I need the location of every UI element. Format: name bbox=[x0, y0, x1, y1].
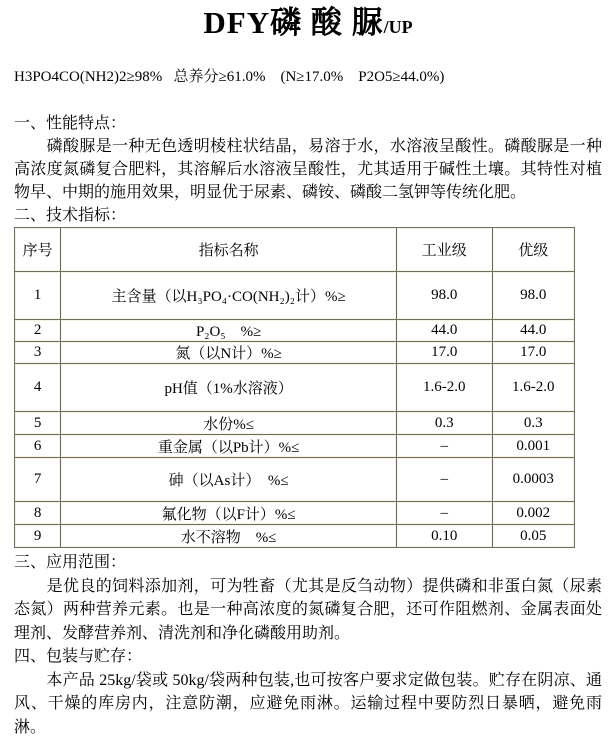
section3-body: 是优良的饲料添加剂，可为牲畜（尤其是反刍动物）提供磷和非蛋白氮（尿素态氮）两种营养元素。也是一种高浓度的氮磷复合肥，还可作阻燃剂、金属表面处理剂、发酵营养剂、清洗剂和净化磷酸用助剂。 bbox=[14, 577, 602, 642]
section2-heading: 二、技术指标： bbox=[14, 207, 127, 224]
table-cell: 5 bbox=[15, 412, 61, 435]
table-cell: 1.6-2.0 bbox=[492, 364, 574, 412]
table-cell: 0.001 bbox=[492, 435, 574, 458]
table-cell: 重金属（以Pb计）%≤ bbox=[61, 435, 397, 458]
table-cell: 17.0 bbox=[397, 342, 493, 364]
table-cell: 水不溶物 %≤ bbox=[61, 525, 397, 548]
table-cell: 1 bbox=[15, 272, 61, 320]
document-page bbox=[0, 2, 616, 739]
table-cell: P₂O₅ %≥ bbox=[61, 320, 397, 342]
table-cell: – bbox=[397, 435, 493, 458]
table-cell: 44.0 bbox=[492, 320, 574, 342]
spec-table bbox=[14, 227, 575, 548]
table-row bbox=[15, 502, 575, 525]
table-row bbox=[15, 272, 575, 320]
table-cell: 0.002 bbox=[492, 502, 574, 525]
table-cell: 98.0 bbox=[397, 272, 493, 320]
col-header-indicator-name: 指标名称 bbox=[61, 228, 397, 272]
section1-heading: 一、性能特点： bbox=[14, 115, 127, 132]
section4-body: 本产品 25kg/袋或 50kg/袋两种包装,也可按客户要求定做包装。贮存在阴凉、通风、干燥的库房内，注意防潮，应避免雨淋。运输过程中要防烈日暴晒，避免雨淋。 bbox=[14, 671, 602, 736]
table-cell: 主含量（以H₃PO₄·CO(NH₂)₂计）%≥ bbox=[61, 272, 397, 320]
table-cell: 6 bbox=[15, 435, 61, 458]
table-cell: 0.0003 bbox=[492, 458, 574, 502]
table-row bbox=[15, 412, 575, 435]
table-cell: 9 bbox=[15, 525, 61, 548]
table-row bbox=[15, 525, 575, 548]
table-cell: 17.0 bbox=[492, 342, 574, 364]
col-header-index: 序号 bbox=[15, 228, 61, 272]
table-cell: 4 bbox=[15, 364, 61, 412]
table-row bbox=[15, 458, 575, 502]
table-cell: pH值（1%水溶液） bbox=[61, 364, 397, 412]
title-main: DFY磷 酸 脲 bbox=[203, 5, 384, 40]
table-cell: 2 bbox=[15, 320, 61, 342]
table-cell: 8 bbox=[15, 502, 61, 525]
table-cell: 1.6-2.0 bbox=[397, 364, 493, 412]
col-header-premium-grade: 优级 bbox=[492, 228, 574, 272]
table-cell: 氮（以N计）%≥ bbox=[61, 342, 397, 364]
table-cell: 0.3 bbox=[397, 412, 493, 435]
section1-body: 磷酸脲是一种无色透明棱柱状结晶，易溶于水，水溶液呈酸性。磷酸脲是一种高浓度氮磷复合肥料，其溶解后水溶液呈酸性，尤其适用于碱性土壤。其特性对植物早、中期的施用效果，明显优于尿素、磷铵、磷酸二氢钾等传统化肥。 bbox=[14, 138, 602, 201]
table-header-row bbox=[15, 228, 575, 272]
table-cell: 氟化物（以F计）%≤ bbox=[61, 502, 397, 525]
table-row bbox=[15, 435, 575, 458]
table-cell: 0.10 bbox=[397, 525, 493, 548]
table-cell: 砷（以As计） %≤ bbox=[61, 458, 397, 502]
table-cell: 3 bbox=[15, 342, 61, 364]
table-cell: 7 bbox=[15, 458, 61, 502]
table-cell: 98.0 bbox=[492, 272, 574, 320]
table-row bbox=[15, 342, 575, 364]
section4-heading: 四、包装与贮存： bbox=[14, 648, 143, 665]
section3-heading: 三、应用范围： bbox=[14, 554, 127, 571]
col-header-industrial-grade: 工业级 bbox=[397, 228, 493, 272]
table-cell: 0.05 bbox=[492, 525, 574, 548]
table-row bbox=[15, 320, 575, 342]
table-cell: – bbox=[397, 458, 493, 502]
formula-line: H3PO4CO(NH2)2≥98% 总养分≥61.0% (N≥17.0% P2O5≥44.0%) bbox=[14, 69, 445, 85]
table-row bbox=[15, 364, 575, 412]
table-cell: 44.0 bbox=[397, 320, 493, 342]
table-cell: 水份%≤ bbox=[61, 412, 397, 435]
page-title bbox=[14, 2, 602, 48]
table-cell: 0.3 bbox=[492, 412, 574, 435]
title-suffix: /UP bbox=[383, 17, 413, 37]
table-cell: – bbox=[397, 502, 493, 525]
